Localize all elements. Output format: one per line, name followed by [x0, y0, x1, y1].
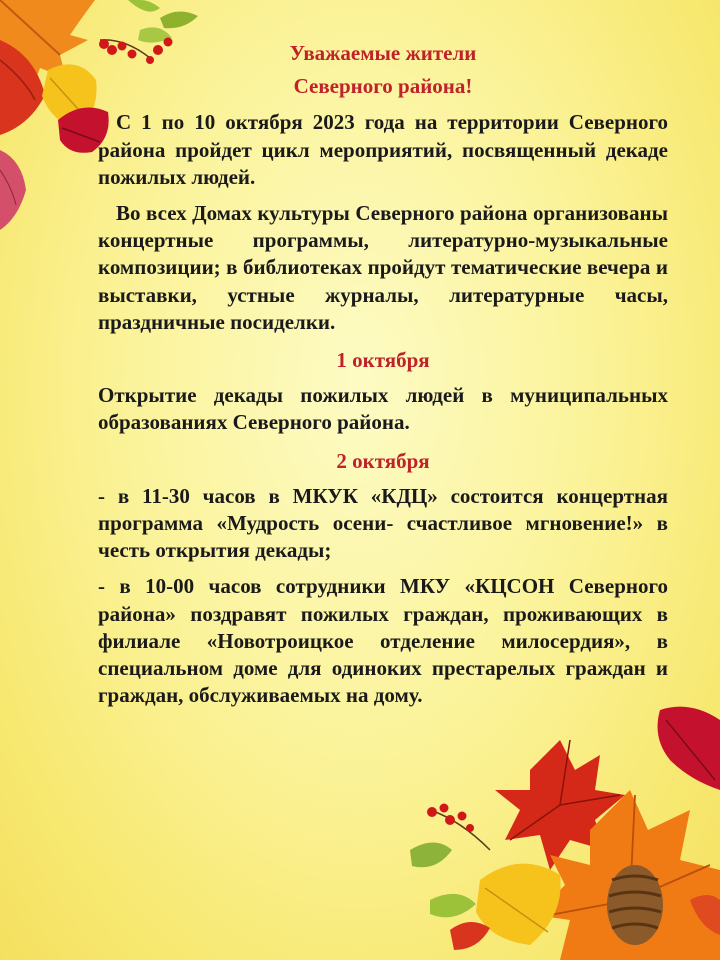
date-heading-2: 2 октября	[336, 448, 430, 473]
event-paragraph-1: Открытие декады пожилых людей в муниципальных образованиях Северного района.	[98, 383, 668, 435]
pink-leaf	[0, 150, 26, 230]
pine-cone-icon	[607, 865, 663, 945]
autumn-leaves-bottom-right	[390, 700, 720, 960]
yellow-leaf-large	[476, 864, 561, 945]
title-line-2: Северного района!	[293, 74, 473, 99]
title-line-1: Уважаемые жители	[289, 41, 477, 65]
crimson-leaf-edge	[658, 707, 720, 790]
date-heading-1: 1 октября	[336, 348, 430, 373]
green-leaf-small	[410, 843, 476, 918]
announcement-text	[98, 40, 668, 709]
green-leaves	[128, 0, 198, 43]
event-paragraph-2b: - в 10-00 часов сотрудники МКУ «КЦСОН Северного района» поздравят пожилых граждан, проживающих в филиале «Новотроицкое отделение милосердия», в специальном доме для одиноких престарелых граждан и граждан, обслуживаемых на дому.	[98, 574, 668, 708]
event-paragraph-2a: - в 11-30 часов в МКУК «КДЦ» состоится концертная программа «Мудрость осени- счастливое мгновение!» в честь открытия декады;	[98, 483, 668, 563]
intro-paragraph: С 1 по 10 октября 2023 года на территории Северного района пройдет цикл мероприятий, посвященный декаде пожилых людей.	[98, 110, 668, 189]
programs-paragraph: Во всех Домах культуры Северного района организованы концертные программы, литературно-музыкальные композиции; в библиотеках пройдут тематические вечера и выставки, устные журналы, литературные часы, праздничные посиделки.	[98, 201, 668, 334]
